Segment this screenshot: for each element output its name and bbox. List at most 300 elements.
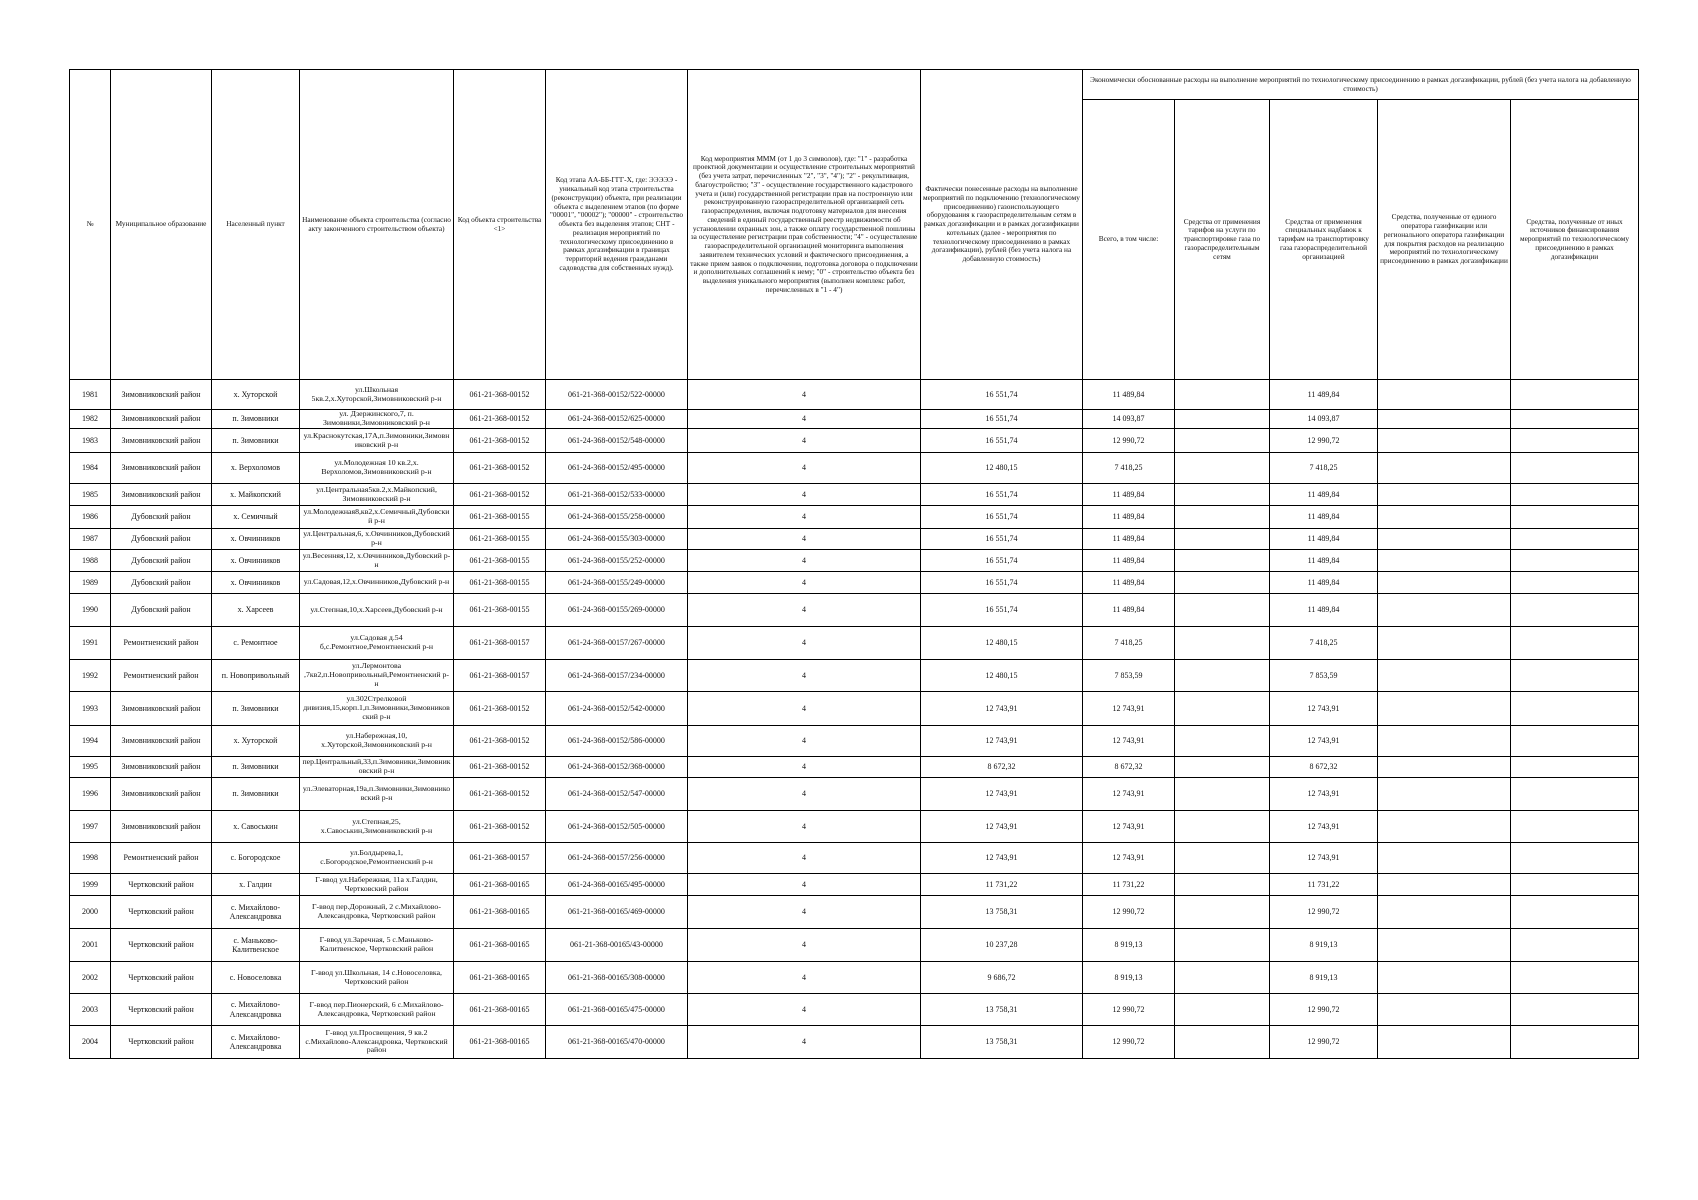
cell-tariff — [1175, 962, 1270, 994]
cell-total: 11 489,84 — [1083, 506, 1175, 529]
cell-total: 11 489,84 — [1083, 484, 1175, 506]
cell-stage-code: 061-24-368-00152/368-00000 — [546, 757, 688, 778]
cell-surcharge: 11 731,22 — [1270, 874, 1378, 896]
table-header — [70, 70, 1639, 380]
cell-stage-code: 061-24-368-00152/548-00000 — [546, 429, 688, 453]
cell-stage-code: 061-21-368-00152/522-00000 — [546, 380, 688, 410]
cell-settlement: х. Овчинников — [212, 550, 300, 572]
cell-municipality: Ремонтненский район — [111, 627, 212, 660]
cell-operator — [1378, 896, 1511, 929]
cell-operator — [1378, 550, 1511, 572]
table-row — [70, 453, 1639, 484]
cell-object-name: Г-ввод ул.Заречная, 5 с.Маньково-Калитвенское, Чертковский район — [300, 929, 454, 962]
cell-stage-code: 061-24-368-00157/267-00000 — [546, 627, 688, 660]
cell-other — [1511, 726, 1639, 757]
cell-operator — [1378, 410, 1511, 429]
col-header-other: Средства, полученные от иных источников финансирования мероприятий по технологическому присоединению в рамках догазификации — [1511, 100, 1639, 380]
cell-surcharge: 12 743,91 — [1270, 811, 1378, 843]
cell-num: 1989 — [70, 572, 111, 594]
cell-operator — [1378, 594, 1511, 627]
cell-object-code: 061-21-368-00165 — [454, 874, 546, 896]
cell-object-name: ул.Элеваторная,19а,п.Зимовники,Зимовниковский р-н — [300, 778, 454, 811]
cell-surcharge: 12 743,91 — [1270, 843, 1378, 874]
cell-object-name: Г-ввод пер.Пионерский, 6 с.Михайлово-Александровка, Чертковский район — [300, 994, 454, 1026]
table-row — [70, 429, 1639, 453]
cell-other — [1511, 962, 1639, 994]
cell-other — [1511, 874, 1639, 896]
cell-object-code: 061-21-368-00165 — [454, 896, 546, 929]
cell-total: 14 093,87 — [1083, 410, 1175, 429]
cell-settlement: с. Богородское — [212, 843, 300, 874]
cell-total: 12 990,72 — [1083, 1026, 1175, 1059]
cell-object-name: ул.Садовая,12,х.Овчинников,Дубовский р-н — [300, 572, 454, 594]
cell-actual-costs: 16 551,74 — [921, 484, 1083, 506]
cell-surcharge: 11 489,84 — [1270, 594, 1378, 627]
cell-stage-code: 061-24-368-00152/625-00000 — [546, 410, 688, 429]
col-header-actual-costs: Фактически понесенные расходы на выполнение мероприятий по подключению (технологическому присоединению) газоиспользующего оборудования к газораспределительным сетям в рамках догазификации и в рамках догазификации котельных (далее - мероприятия по технологическому присоединению в рамках догазификации), рублей (без учета налога на добавленную стоимость) — [921, 70, 1083, 380]
cell-settlement: п. Зимовники — [212, 410, 300, 429]
cell-event-code: 4 — [688, 929, 921, 962]
cell-num: 2000 — [70, 896, 111, 929]
cell-settlement: х. Харсеев — [212, 594, 300, 627]
cell-num: 1999 — [70, 874, 111, 896]
cell-operator — [1378, 429, 1511, 453]
cell-operator — [1378, 994, 1511, 1026]
cell-event-code: 4 — [688, 572, 921, 594]
cell-event-code: 4 — [688, 962, 921, 994]
cell-event-code: 4 — [688, 896, 921, 929]
cell-municipality: Зимовниковский район — [111, 726, 212, 757]
cell-tariff — [1175, 660, 1270, 692]
cell-event-code: 4 — [688, 410, 921, 429]
cell-actual-costs: 16 551,74 — [921, 550, 1083, 572]
cell-settlement: п. Зимовники — [212, 692, 300, 726]
cell-operator — [1378, 778, 1511, 811]
cell-object-name: ул.302Стрелковой дивизия,15,корп.1,п.Зимовники,Зимовниковский р-н — [300, 692, 454, 726]
cell-operator — [1378, 929, 1511, 962]
cell-other — [1511, 506, 1639, 529]
cell-surcharge: 8 919,13 — [1270, 929, 1378, 962]
cell-stage-code: 061-24-368-00155/303-00000 — [546, 529, 688, 550]
col-header-group-economic-costs: Экономически обоснованные расходы на выполнение мероприятий по технологическому присоединению в рамках догазификации, рублей (без учета налога на добавленную стоимость) — [1083, 70, 1639, 100]
cell-num: 1990 — [70, 594, 111, 627]
cell-num: 1995 — [70, 757, 111, 778]
table-row — [70, 572, 1639, 594]
cell-municipality: Зимовниковский район — [111, 778, 212, 811]
cell-tariff — [1175, 811, 1270, 843]
cell-municipality: Чертковский район — [111, 874, 212, 896]
cell-object-code: 061-21-368-00157 — [454, 627, 546, 660]
cell-surcharge: 12 990,72 — [1270, 896, 1378, 929]
col-header-stage-code: Код этапа АА-ББ-ГГГ-Х, где: ЭЭЭЭЭ - уникальный код этапа строительства (реконструкции) объекта, при реализации объекта с выделением этапов (по форме "00001", "00002"); "00000" - строительство объекта без выделения этапов; СНТ - реализация мероприятий по технологическому присоединению в рамках догазификации в границах территорий ведения гражданами садоводства для собственных нужд). — [546, 70, 688, 380]
table-row — [70, 594, 1639, 627]
cell-municipality: Чертковский район — [111, 994, 212, 1026]
table-body — [70, 380, 1639, 1059]
cell-actual-costs: 12 743,91 — [921, 692, 1083, 726]
cell-actual-costs: 12 743,91 — [921, 726, 1083, 757]
cell-event-code: 4 — [688, 692, 921, 726]
cell-total: 7 418,25 — [1083, 453, 1175, 484]
cell-municipality: Зимовниковский район — [111, 692, 212, 726]
cell-stage-code: 061-24-368-00157/256-00000 — [546, 843, 688, 874]
cell-tariff — [1175, 896, 1270, 929]
cell-actual-costs: 16 551,74 — [921, 506, 1083, 529]
cell-tariff — [1175, 778, 1270, 811]
cell-surcharge: 7 418,25 — [1270, 453, 1378, 484]
cell-num: 2004 — [70, 1026, 111, 1059]
cell-settlement: с. Новоселовка — [212, 962, 300, 994]
cell-num: 1983 — [70, 429, 111, 453]
cell-surcharge: 11 489,84 — [1270, 529, 1378, 550]
cell-stage-code: 061-21-368-00165/43-00000 — [546, 929, 688, 962]
cell-other — [1511, 550, 1639, 572]
cell-operator — [1378, 529, 1511, 550]
cell-total: 12 743,91 — [1083, 811, 1175, 843]
cell-other — [1511, 994, 1639, 1026]
cell-object-code: 061-21-368-00155 — [454, 572, 546, 594]
cell-num: 1992 — [70, 660, 111, 692]
cell-num: 1986 — [70, 506, 111, 529]
cell-total: 12 743,91 — [1083, 692, 1175, 726]
cell-settlement: с. Маньково-Калитвенское — [212, 929, 300, 962]
cell-object-name: ул.Молодежная 10 кв.2,х. Верхоломов,Зимовниковский р-н — [300, 453, 454, 484]
cell-surcharge: 7 418,25 — [1270, 627, 1378, 660]
col-header-object-code: Код объекта строительства <1> — [454, 70, 546, 380]
cell-actual-costs: 13 758,31 — [921, 896, 1083, 929]
cell-operator — [1378, 380, 1511, 410]
cell-object-code: 061-21-368-00152 — [454, 429, 546, 453]
cell-other — [1511, 529, 1639, 550]
cell-settlement: х. Майкопский — [212, 484, 300, 506]
cell-event-code: 4 — [688, 484, 921, 506]
table-row — [70, 506, 1639, 529]
cell-object-name: ул.Садовая д.54 б,с.Ремонтное,Ремонтненский р-н — [300, 627, 454, 660]
col-header-event-code: Код мероприятия МММ (от 1 до 3 символов), где: "1" - разработка проектной документации и осуществление строительных мероприятий (без учета затрат, перечисленных "2", "3", "4"); "2" - рекультивация, благоустройство; "3" - осуществление государственного кадастрового учета и (или) государственной регистрации прав на построенную или реконструированную газораспределительной организацией сеть газораспределения, включая подготовку материалов для внесения сведений в единый государственный реестр недвижимости об установлении охранных зон, а также оплату государственной пошлины за осуществление регистрации прав собственности; "4" - осуществление газораспределительной организацией мониторинга выполнения заявителем технических условий и фактического присоединения, а также прием заявок о подключении, подготовка договора о подключении и дополнительных соглашений к нему; "0" - строительство объекта без выделения уникального мероприятия (выполнен комплекс работ, перечисленных в "1 - 4") — [688, 70, 921, 380]
cell-num: 1991 — [70, 627, 111, 660]
cell-object-name: ул.Болдырева,1, с.Богородское,Ремонтненский р-н — [300, 843, 454, 874]
table-row — [70, 660, 1639, 692]
cell-surcharge: 12 990,72 — [1270, 429, 1378, 453]
cell-operator — [1378, 660, 1511, 692]
cell-municipality: Зимовниковский район — [111, 429, 212, 453]
cell-municipality: Зимовниковский район — [111, 410, 212, 429]
cell-settlement: с. Михайлово-Александровка — [212, 994, 300, 1026]
cell-actual-costs: 12 480,15 — [921, 660, 1083, 692]
cell-total: 11 489,84 — [1083, 594, 1175, 627]
cell-object-code: 061-21-368-00165 — [454, 962, 546, 994]
cell-event-code: 4 — [688, 778, 921, 811]
cell-settlement: с. Ремонтное — [212, 627, 300, 660]
cell-object-name: пер.Центральный,33,п.Зимовники,Зимовниковский р-н — [300, 757, 454, 778]
cell-actual-costs: 16 551,74 — [921, 594, 1083, 627]
cell-object-code: 061-21-368-00155 — [454, 529, 546, 550]
cell-num: 1994 — [70, 726, 111, 757]
cell-surcharge: 12 743,91 — [1270, 692, 1378, 726]
cell-total: 8 672,32 — [1083, 757, 1175, 778]
cell-object-code: 061-21-368-00155 — [454, 594, 546, 627]
table-row — [70, 843, 1639, 874]
cell-actual-costs: 12 743,91 — [921, 811, 1083, 843]
cell-object-name: Г-ввод пер.Дорожный, 2 с.Михайлово-Александровка, Чертковский район — [300, 896, 454, 929]
cell-surcharge: 7 853,59 — [1270, 660, 1378, 692]
cell-object-code: 061-21-368-00152 — [454, 410, 546, 429]
cell-total: 11 489,84 — [1083, 529, 1175, 550]
table-row — [70, 627, 1639, 660]
cell-event-code: 4 — [688, 1026, 921, 1059]
cell-municipality: Чертковский район — [111, 896, 212, 929]
cell-object-code: 061-21-368-00157 — [454, 843, 546, 874]
cell-stage-code: 061-24-368-00152/495-00000 — [546, 453, 688, 484]
cell-object-name: ул.Центральная,6, х.Овчинников,Дубовский р-н — [300, 529, 454, 550]
cell-municipality: Зимовниковский район — [111, 811, 212, 843]
cell-object-name: Г-ввод ул.Просвещения, 9 кв.2 с.Михайлово-Александровка, Чертковский район — [300, 1026, 454, 1059]
cell-object-code: 061-21-368-00165 — [454, 929, 546, 962]
cell-stage-code: 061-24-368-00155/269-00000 — [546, 594, 688, 627]
cell-operator — [1378, 962, 1511, 994]
cell-municipality: Дубовский район — [111, 506, 212, 529]
cell-settlement: п. Зимовники — [212, 429, 300, 453]
cell-municipality: Дубовский район — [111, 529, 212, 550]
cell-num: 2001 — [70, 929, 111, 962]
cell-object-name: Г-ввод ул.Набережная, 11а х.Галдин, Чертковский район — [300, 874, 454, 896]
cell-event-code: 4 — [688, 757, 921, 778]
cell-actual-costs: 11 731,22 — [921, 874, 1083, 896]
cell-total: 11 731,22 — [1083, 874, 1175, 896]
cell-num: 1981 — [70, 380, 111, 410]
col-header-operator: Средства, полученные от единого оператора газификации или регионального оператора газификации для покрытия расходов на реализацию мероприятий по технологическому присоединению в рамках догазификации — [1378, 100, 1511, 380]
cell-surcharge: 12 743,91 — [1270, 726, 1378, 757]
cell-operator — [1378, 627, 1511, 660]
cell-num: 1997 — [70, 811, 111, 843]
cell-stage-code: 061-24-368-00165/495-00000 — [546, 874, 688, 896]
cell-surcharge: 14 093,87 — [1270, 410, 1378, 429]
cell-stage-code: 061-21-368-00165/469-00000 — [546, 896, 688, 929]
cell-event-code: 4 — [688, 380, 921, 410]
cell-total: 8 919,13 — [1083, 929, 1175, 962]
col-header-total: Всего, в том числе: — [1083, 100, 1175, 380]
cell-settlement: п. Зимовники — [212, 778, 300, 811]
cell-event-code: 4 — [688, 429, 921, 453]
cell-other — [1511, 778, 1639, 811]
cell-event-code: 4 — [688, 994, 921, 1026]
cell-tariff — [1175, 726, 1270, 757]
cell-total: 12 990,72 — [1083, 429, 1175, 453]
cell-num: 1987 — [70, 529, 111, 550]
cell-total: 12 990,72 — [1083, 896, 1175, 929]
cell-tariff — [1175, 380, 1270, 410]
cell-settlement: с. Михайлово-Александровка — [212, 896, 300, 929]
cell-stage-code: 061-21-368-00152/533-00000 — [546, 484, 688, 506]
cell-other — [1511, 594, 1639, 627]
cell-total: 7 418,25 — [1083, 627, 1175, 660]
cell-num: 1998 — [70, 843, 111, 874]
cell-tariff — [1175, 874, 1270, 896]
cell-municipality: Дубовский район — [111, 550, 212, 572]
cell-other — [1511, 572, 1639, 594]
cell-event-code: 4 — [688, 529, 921, 550]
cell-actual-costs: 13 758,31 — [921, 1026, 1083, 1059]
cell-other — [1511, 692, 1639, 726]
cell-stage-code: 061-21-368-00165/475-00000 — [546, 994, 688, 1026]
cell-object-code: 061-21-368-00152 — [454, 453, 546, 484]
cell-surcharge: 12 743,91 — [1270, 778, 1378, 811]
cell-object-name: ул.Весенняя,12, х.Овчинников,Дубовский р-н — [300, 550, 454, 572]
table-row — [70, 757, 1639, 778]
col-header-settlement: Населенный пункт — [212, 70, 300, 380]
cell-actual-costs: 16 551,74 — [921, 572, 1083, 594]
col-header-num: № — [70, 70, 111, 380]
cell-operator — [1378, 843, 1511, 874]
cell-stage-code: 061-24-368-00155/258-00000 — [546, 506, 688, 529]
cell-tariff — [1175, 1026, 1270, 1059]
cell-object-code: 061-21-368-00165 — [454, 994, 546, 1026]
cell-object-code: 061-21-368-00155 — [454, 550, 546, 572]
cell-actual-costs: 8 672,32 — [921, 757, 1083, 778]
cell-other — [1511, 410, 1639, 429]
cell-other — [1511, 843, 1639, 874]
cell-tariff — [1175, 757, 1270, 778]
cell-operator — [1378, 484, 1511, 506]
cell-surcharge: 11 489,84 — [1270, 380, 1378, 410]
cell-tariff — [1175, 572, 1270, 594]
cell-object-name: ул.Набережная,10, х.Хуторской,Зимовниковский р-н — [300, 726, 454, 757]
cell-object-code: 061-21-368-00157 — [454, 660, 546, 692]
table-row — [70, 929, 1639, 962]
cell-object-name: ул. Дзержинского,7, п. Зимовники,Зимовниковский р-н — [300, 410, 454, 429]
cell-total: 8 919,13 — [1083, 962, 1175, 994]
cell-event-code: 4 — [688, 660, 921, 692]
cell-num: 1993 — [70, 692, 111, 726]
table-row — [70, 994, 1639, 1026]
cell-stage-code: 061-21-368-00165/470-00000 — [546, 1026, 688, 1059]
cell-event-code: 4 — [688, 627, 921, 660]
cell-other — [1511, 453, 1639, 484]
cell-operator — [1378, 757, 1511, 778]
cell-operator — [1378, 1026, 1511, 1059]
cell-settlement: х. Семичный — [212, 506, 300, 529]
cell-municipality: Зимовниковский район — [111, 380, 212, 410]
cell-event-code: 4 — [688, 843, 921, 874]
table-row — [70, 484, 1639, 506]
cell-actual-costs: 16 551,74 — [921, 529, 1083, 550]
cell-actual-costs: 10 237,28 — [921, 929, 1083, 962]
cell-other — [1511, 811, 1639, 843]
cell-municipality: Чертковский район — [111, 962, 212, 994]
cell-settlement: х. Савоськин — [212, 811, 300, 843]
cell-tariff — [1175, 594, 1270, 627]
cell-other — [1511, 757, 1639, 778]
col-header-surcharge: Средства от применения специальных надбавок к тарифам на транспортировку газа газораспределительной организацией — [1270, 100, 1378, 380]
cell-object-name: ул.Степная,25, х.Савоськин,Зимовниковский р-н — [300, 811, 454, 843]
cell-tariff — [1175, 453, 1270, 484]
col-header-tariff: Средства от применения тарифов на услуги по транспортировке газа по газораспределительным сетям — [1175, 100, 1270, 380]
table-row — [70, 726, 1639, 757]
cell-object-name: Г-ввод ул.Школьная, 14 с.Новоселовка, Чертковский район — [300, 962, 454, 994]
table-row — [70, 1026, 1639, 1059]
cell-stage-code: 061-24-368-00152/542-00000 — [546, 692, 688, 726]
cell-tariff — [1175, 529, 1270, 550]
cell-settlement: х. Галдин — [212, 874, 300, 896]
table-row — [70, 380, 1639, 410]
cell-object-name: ул.Степная,10,х.Харсеев,Дубовский р-н — [300, 594, 454, 627]
cell-object-code: 061-21-368-00152 — [454, 778, 546, 811]
cell-object-code: 061-21-368-00155 — [454, 506, 546, 529]
table-row — [70, 778, 1639, 811]
cell-other — [1511, 627, 1639, 660]
cell-other — [1511, 660, 1639, 692]
cell-object-code: 061-21-368-00152 — [454, 692, 546, 726]
cell-operator — [1378, 572, 1511, 594]
cell-settlement: п. Новопривольный — [212, 660, 300, 692]
cell-settlement: п. Зимовники — [212, 757, 300, 778]
table-row — [70, 896, 1639, 929]
cell-tariff — [1175, 550, 1270, 572]
cell-other — [1511, 929, 1639, 962]
cell-actual-costs: 13 758,31 — [921, 994, 1083, 1026]
cell-stage-code: 061-24-368-00152/505-00000 — [546, 811, 688, 843]
cell-tariff — [1175, 994, 1270, 1026]
cell-municipality: Чертковский район — [111, 929, 212, 962]
cell-actual-costs: 12 480,15 — [921, 453, 1083, 484]
cell-actual-costs: 16 551,74 — [921, 380, 1083, 410]
cell-settlement: х. Овчинников — [212, 572, 300, 594]
cell-total: 12 990,72 — [1083, 994, 1175, 1026]
cell-event-code: 4 — [688, 726, 921, 757]
cell-event-code: 4 — [688, 550, 921, 572]
cell-stage-code: 061-24-368-00157/234-00000 — [546, 660, 688, 692]
cell-total: 12 743,91 — [1083, 843, 1175, 874]
cell-settlement: х. Хуторской — [212, 380, 300, 410]
cell-num: 1988 — [70, 550, 111, 572]
col-header-object-name: Наименование объекта строительства (согласно акту законченного строительством объекта) — [300, 70, 454, 380]
table-row — [70, 811, 1639, 843]
cell-surcharge: 11 489,84 — [1270, 550, 1378, 572]
table-row — [70, 874, 1639, 896]
cell-object-code: 061-21-368-00152 — [454, 757, 546, 778]
cell-surcharge: 8 919,13 — [1270, 962, 1378, 994]
cell-stage-code: 061-24-368-00152/586-00000 — [546, 726, 688, 757]
cell-tariff — [1175, 506, 1270, 529]
cell-object-name: ул.Молодежная8,кв2,х.Семичный,Дубовский р-н — [300, 506, 454, 529]
cell-surcharge: 11 489,84 — [1270, 506, 1378, 529]
cell-tariff — [1175, 484, 1270, 506]
cell-num: 2002 — [70, 962, 111, 994]
cell-surcharge: 11 489,84 — [1270, 572, 1378, 594]
cell-object-code: 061-21-368-00152 — [454, 380, 546, 410]
cell-surcharge: 12 990,72 — [1270, 1026, 1378, 1059]
cell-tariff — [1175, 410, 1270, 429]
cell-other — [1511, 380, 1639, 410]
cell-num: 2003 — [70, 994, 111, 1026]
cell-total: 7 853,59 — [1083, 660, 1175, 692]
cell-other — [1511, 429, 1639, 453]
cell-event-code: 4 — [688, 453, 921, 484]
cell-object-code: 061-21-368-00152 — [454, 811, 546, 843]
cell-surcharge: 11 489,84 — [1270, 484, 1378, 506]
cell-actual-costs: 12 480,15 — [921, 627, 1083, 660]
cell-actual-costs: 16 551,74 — [921, 410, 1083, 429]
cell-actual-costs: 9 686,72 — [921, 962, 1083, 994]
table-row — [70, 692, 1639, 726]
cell-stage-code: 061-24-368-00155/252-00000 — [546, 550, 688, 572]
table-row — [70, 962, 1639, 994]
cell-event-code: 4 — [688, 811, 921, 843]
cell-event-code: 4 — [688, 594, 921, 627]
cell-municipality: Зимовниковский район — [111, 453, 212, 484]
cell-stage-code: 061-24-368-00155/249-00000 — [546, 572, 688, 594]
cell-operator — [1378, 453, 1511, 484]
cell-other — [1511, 896, 1639, 929]
